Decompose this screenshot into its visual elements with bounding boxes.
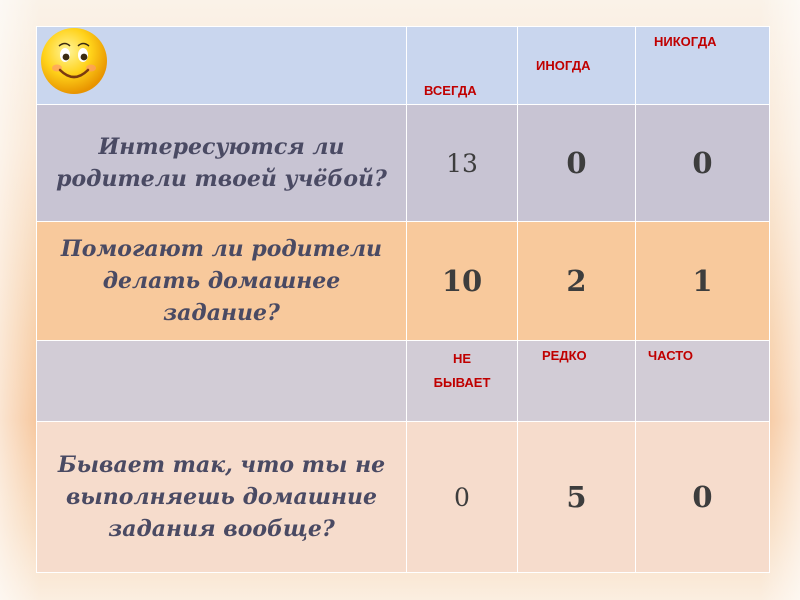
header2-label-often: ЧАСТО	[648, 348, 693, 363]
q3-value-often: 0	[636, 422, 770, 573]
table-row	[37, 422, 770, 573]
q1-value-always: 13	[407, 105, 518, 222]
header2-col-often	[636, 341, 770, 422]
table-row	[37, 105, 770, 222]
header2-corner-cell	[37, 341, 407, 422]
q2-value-never: 1	[636, 222, 770, 341]
q2-value-sometimes: 2	[518, 222, 636, 341]
survey-table	[36, 26, 770, 573]
header-row	[37, 27, 770, 105]
q1-value-never: 0	[636, 105, 770, 222]
header-col-never	[636, 27, 770, 105]
header-label-sometimes: ИНОГДА	[536, 58, 591, 73]
header-col-sometimes	[518, 27, 636, 105]
question-1-text: Интересуются ли родители твоей учёбой?	[37, 105, 407, 222]
header-label-always: ВСЕГДА	[424, 83, 477, 98]
header2-col-rarely	[518, 341, 636, 422]
left-edge-glow	[0, 0, 40, 600]
header2-label-never-happens: НЕ БЫВАЕТ	[433, 351, 491, 390]
table-row	[37, 222, 770, 341]
header-label-never: НИКОГДА	[654, 34, 717, 49]
question-2-text: Помогают ли родители делать домашнее задание?	[37, 222, 407, 341]
header-col-always	[407, 27, 518, 105]
header-row-2	[37, 341, 770, 422]
smiley-face-icon	[38, 24, 110, 96]
q3-value-never-happens: 0	[407, 422, 518, 573]
header2-col-never-happens	[407, 341, 518, 422]
question-3-text: Бывает так, что ты не выполняешь домашние задания вообще?	[37, 422, 407, 573]
header2-label-rarely: РЕДКО	[542, 348, 587, 363]
q3-value-rarely: 5	[518, 422, 636, 573]
q2-value-always: 10	[407, 222, 518, 341]
q1-value-sometimes: 0	[518, 105, 636, 222]
